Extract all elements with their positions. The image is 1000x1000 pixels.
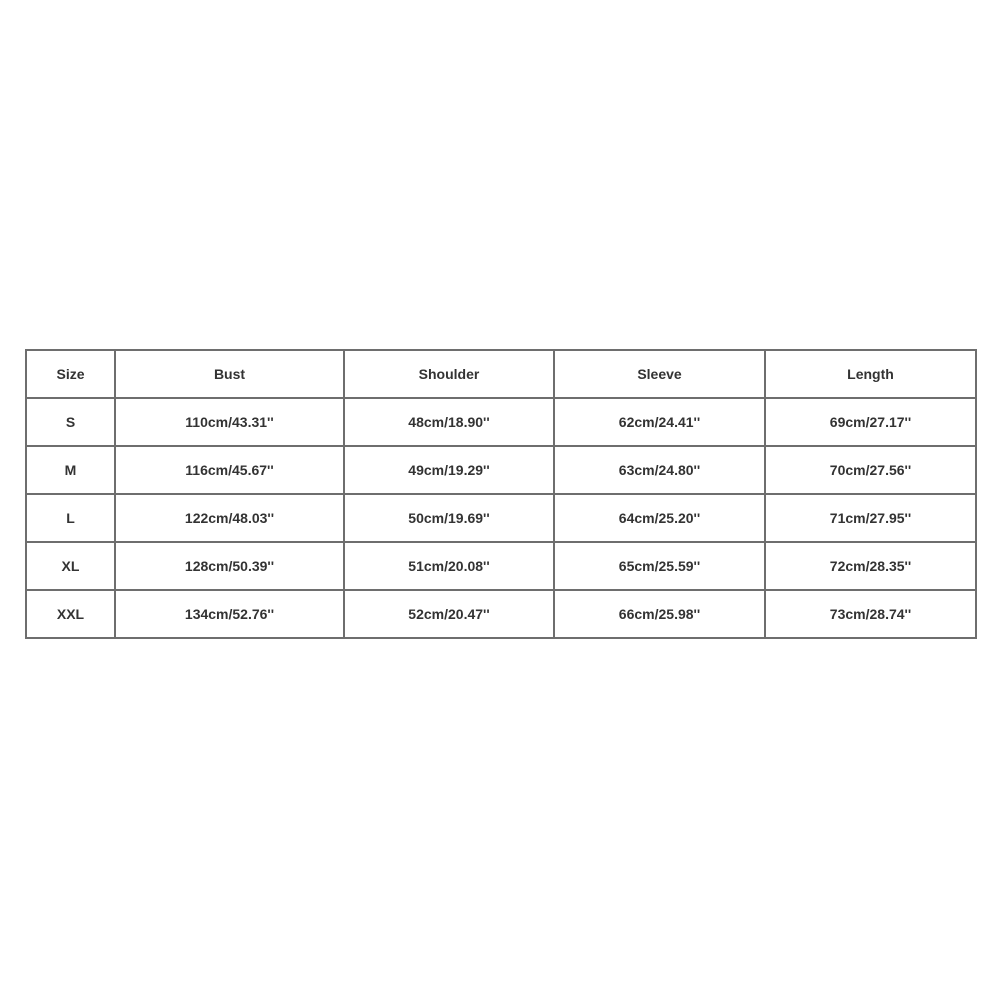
cell-sleeve: 65cm/25.59'' xyxy=(554,542,765,590)
header-length: Length xyxy=(765,350,976,398)
size-chart-table xyxy=(25,349,977,639)
cell-bust: 110cm/43.31'' xyxy=(115,398,344,446)
table-row xyxy=(26,446,976,494)
table-row xyxy=(26,398,976,446)
cell-size: XXL xyxy=(26,590,115,638)
table-row xyxy=(26,542,976,590)
cell-size: S xyxy=(26,398,115,446)
cell-sleeve: 66cm/25.98'' xyxy=(554,590,765,638)
header-bust: Bust xyxy=(115,350,344,398)
cell-shoulder: 48cm/18.90'' xyxy=(344,398,554,446)
cell-length: 73cm/28.74'' xyxy=(765,590,976,638)
cell-shoulder: 49cm/19.29'' xyxy=(344,446,554,494)
cell-size: M xyxy=(26,446,115,494)
table-row xyxy=(26,494,976,542)
cell-size: L xyxy=(26,494,115,542)
cell-length: 72cm/28.35'' xyxy=(765,542,976,590)
cell-size: XL xyxy=(26,542,115,590)
cell-bust: 122cm/48.03'' xyxy=(115,494,344,542)
cell-shoulder: 52cm/20.47'' xyxy=(344,590,554,638)
table-row xyxy=(26,590,976,638)
cell-shoulder: 51cm/20.08'' xyxy=(344,542,554,590)
cell-length: 69cm/27.17'' xyxy=(765,398,976,446)
size-chart-header xyxy=(26,350,976,398)
header-row xyxy=(26,350,976,398)
cell-shoulder: 50cm/19.69'' xyxy=(344,494,554,542)
cell-sleeve: 64cm/25.20'' xyxy=(554,494,765,542)
cell-length: 71cm/27.95'' xyxy=(765,494,976,542)
cell-sleeve: 63cm/24.80'' xyxy=(554,446,765,494)
cell-length: 70cm/27.56'' xyxy=(765,446,976,494)
cell-bust: 128cm/50.39'' xyxy=(115,542,344,590)
cell-bust: 134cm/52.76'' xyxy=(115,590,344,638)
header-sleeve: Sleeve xyxy=(554,350,765,398)
header-shoulder: Shoulder xyxy=(344,350,554,398)
header-size: Size xyxy=(26,350,115,398)
cell-sleeve: 62cm/24.41'' xyxy=(554,398,765,446)
cell-bust: 116cm/45.67'' xyxy=(115,446,344,494)
size-chart-body xyxy=(26,398,976,638)
